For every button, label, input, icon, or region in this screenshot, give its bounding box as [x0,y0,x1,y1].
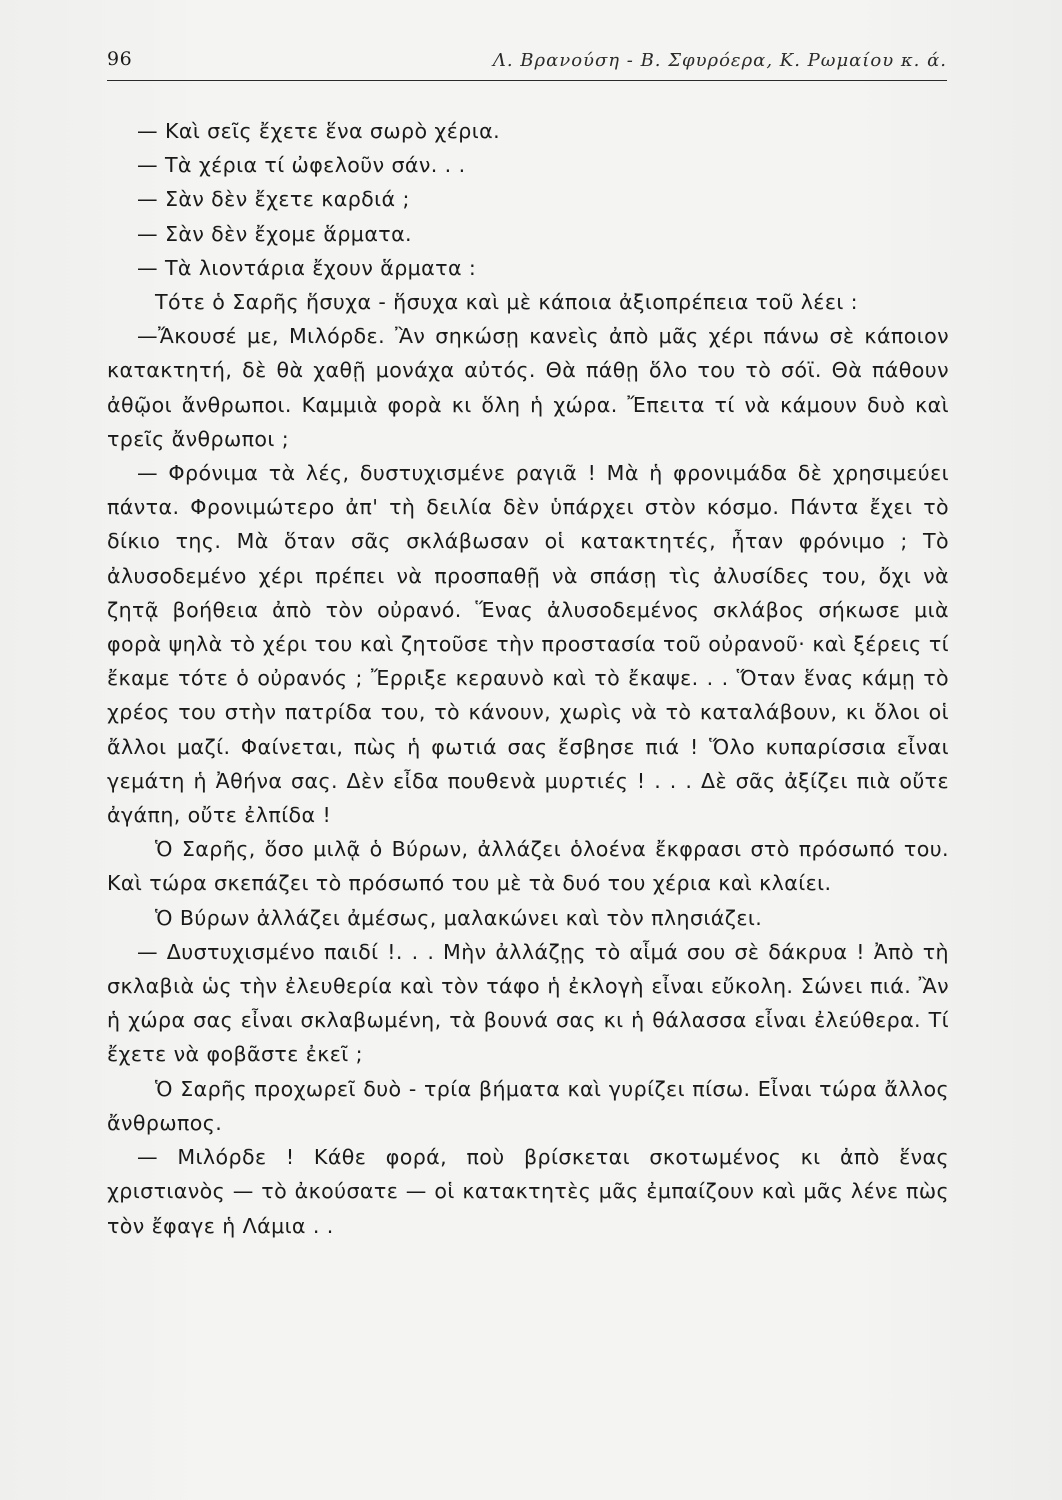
body-text [107,114,949,1243]
running-head: Λ. Βρανούση - Β. Σφυρόερα, Κ. Ρωμαίου κ. ά. [492,50,947,71]
paragraph: Τότε ὁ Σαρῆς ἥσυχα - ἥσυχα καὶ μὲ κάποια ἀξιοπρέπεια τοῦ λέει : [155,290,859,315]
paragraph: — Σὰν δὲν ἔχετε καρδιά ; [137,187,410,212]
page-number: 96 [107,48,133,70]
paragraph: — Δυστυχισμένο παιδί !. . . Μὴν ἀλλάζῃς τὸ αἷμά σου σὲ δάκρυα ! Ἀπὸ τὴ σκλαβιὰ ὡς τὴν ἐλευθερία καὶ τὸν τάφο ἡ ἐκλογὴ εἶναι εὔκολη. Σώνει πιά. Ἂν ἡ χώρα σας εἶναι σκλαβωμένη, τὰ βουνά σας κι ἡ θάλασσα εἶναι ἐλεύθερα. Τί ἔχετε νὰ φοβᾶστε ἐκεῖ ; [107,939,949,1067]
paragraph: Ὁ Σαρῆς, ὅσο μιλᾷ ὁ Βύρων, ἀλλάζει ὁλοένα ἔκφρασι στὸ πρόσωπό του. Καὶ τώρα σκεπάζει τὸ πρόσωπό του μὲ τὰ δυό του χέρια καὶ κλαίει. [107,837,949,896]
page-header [107,46,947,81]
paragraph: — Φρόνιμα τὰ λές, δυστυχισμένε ραγιᾶ ! Μὰ ἡ φρονιμάδα δὲ χρησιμεύει πάντα. Φρονιμώτερο ἀπ' τὴ δειλία δὲν ὑπάρχει στὸν κόσμο. Πάντα ἔχει τὸ δίκιο της. Μὰ ὅταν σᾶς σκλάβωσαν οἱ κατακτητές, ἦταν φρόνιμο ; Τὸ ἀλυσοδεμένο χέρι πρέπει νὰ προσπαθῇ νὰ σπάσῃ τὶς ἀλυσίδες του, ὄχι νὰ ζητᾷ βοήθεια ἀπὸ τὸν οὐρανό. Ἕνας ἀλυσοδεμένος σκλάβος σήκωσε μιὰ φορὰ ψηλὰ τὸ χέρι του καὶ ζητοῦσε τὴν προστασία τοῦ οὐρανοῦ· καὶ ξέρεις τί ἔκαμε τότε ὁ οὐρανός ; Ἔρριξε κεραυνὸ καὶ τὸ ἔκαψε. . . Ὅταν ἕνας κάμῃ τὸ χρέος του στὴν πατρίδα του, τὸ κάνουν, χωρὶς νὰ τὸ καταλάβουν, κι ὅλοι οἱ ἄλλοι μαζί. Φαίνεται, πὼς ἡ φωτιά σας ἔσβησε πιά ! Ὅλο κυπαρίσσια εἶναι γεμάτη ἡ Ἀθήνα σας. Δὲν εἶδα πουθενὰ μυρτιές ! . . . Δὲ σᾶς ἀξίζει πιὰ οὔτε ἀγάπη, οὔτε ἐλπίδα ! [107,461,949,828]
paragraph: — Σὰν δὲν ἔχομε ἅρματα. [137,221,413,246]
paragraph: —Ἄκουσέ με, Μιλόρδε. Ἂν σηκώσῃ κανεὶς ἀπὸ μᾶς χέρι πάνω σὲ κάποιον κατακτητή, δὲ θὰ χαθῇ μονάχα αὐτός. Θὰ πάθῃ ὅλο του τὸ σόϊ. Θὰ πάθουν ἀθῷοι ἄνθρωποι. Καμμιὰ φορὰ κι ὅλη ἡ χώρα. Ἔπειτα τί νὰ κάμουν δυὸ καὶ τρεῖς ἄνθρωποι ; [107,324,949,451]
paragraph: Ὁ Σαρῆς προχωρεῖ δυὸ - τρία βήματα καὶ γυρίζει πίσω. Εἶναι τώρα ἄλλος ἄνθρωπος. [107,1076,949,1135]
paragraph: — Καὶ σεῖς ἔχετε ἕνα σωρὸ χέρια. [137,119,501,143]
paragraph: — Τὰ λιοντάρια ἔχουν ἅρματα : [137,255,477,280]
paragraph: — Τὰ χέρια τί ὠφελοῦν σάν. . . [137,153,466,178]
paragraph: Ὁ Βύρων ἀλλάζει ἀμέσως, μαλακώνει καὶ τὸν πλησιάζει. [155,905,763,930]
paragraph: — Μιλόρδε ! Κάθε φορά, ποὺ βρίσκεται σκοτωμένος κι ἀπὸ ἕνας χριστιανὸς — τὸ ἀκούσατε — οἱ κατακτητὲς μᾶς ἐμπαίζουν καὶ μᾶς λένε πὼς τὸν ἔφαγε ἡ Λάμια . . [107,1145,949,1238]
